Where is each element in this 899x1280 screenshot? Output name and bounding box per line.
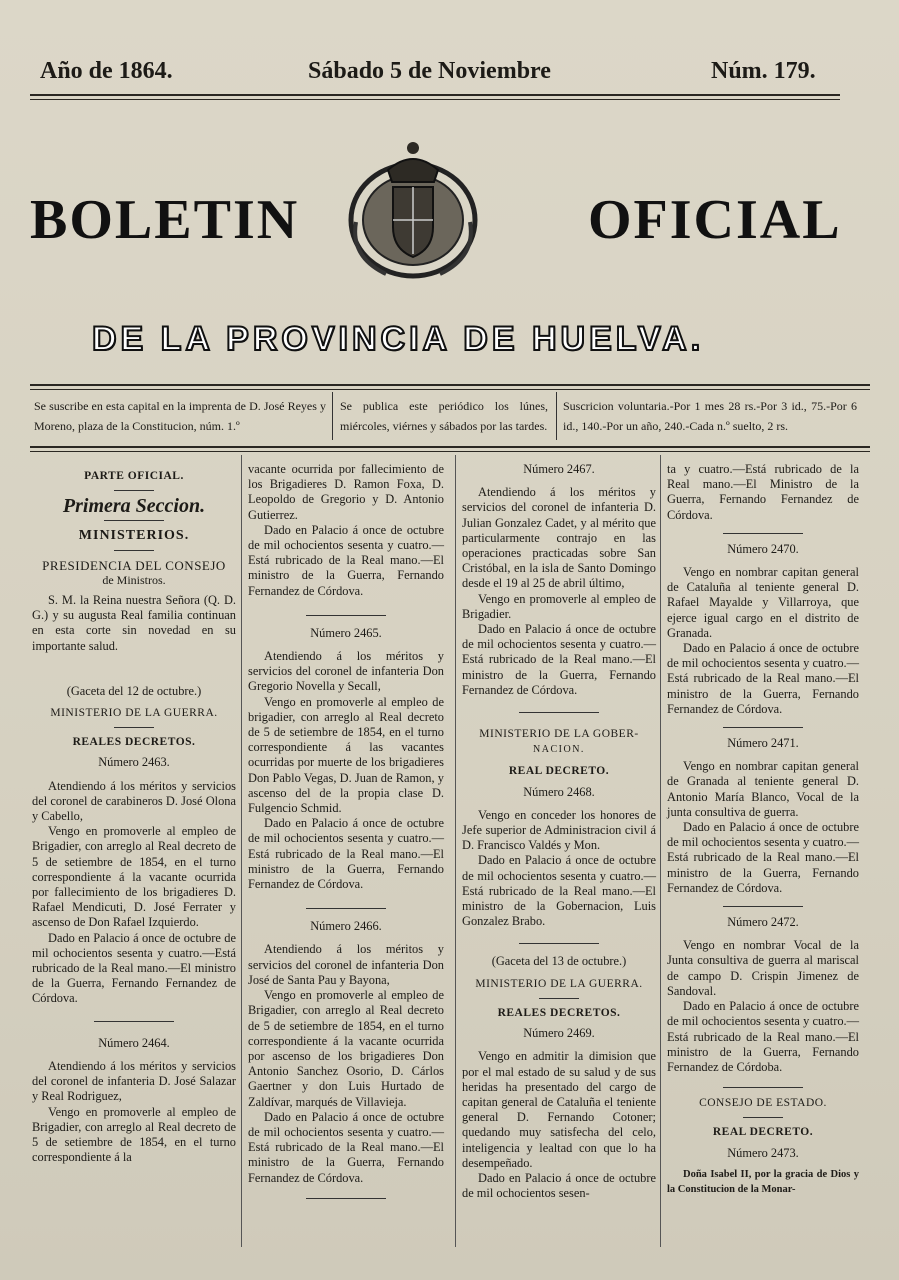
section-title: Primera Seccion.: [62, 495, 206, 518]
decree-number: Número 2469.: [523, 1026, 595, 1041]
decree-number: Número 2472.: [727, 915, 799, 930]
paragraph: Dado en Palacio á once de octubre de mil ochocientos sesenta y cuatro.—Está rubricado de la Real mano.—El ministro de la Guerra, Fernando Fernandez de Córdova.: [248, 816, 444, 892]
paragraph: Dado en Palacio á once de octubre de mil ochocientos sesenta y cuatro.—Está rubricado de la Real mano.—El ministro de la Guerra, Fernando Fernandez de Córdoba.: [667, 999, 859, 1074]
subscription-place: Se suscribe en esta capital en la imprenta de D. José Reyes y Moreno, plaza de la Constitucion, núm. 1.º: [34, 399, 326, 433]
decree-number: Número 2471.: [727, 736, 799, 751]
paragraph: Vengo en promoverle al empleo de Brigadier, con arreglo al Real decreto de 5 de setiembre de 1854, en el turno correspondiente á la vacante ocurrida por ascenso de los brigadieres Don Antonio Sanchez Osorio, D. Cárlos Gaertner y don Luis Hurtado de Zaldívar, marqués de Villavieja.: [248, 988, 444, 1109]
paragraph: S. M. la Reina nuestra Señora (Q. D. G.) y su augusta Real familia continuan en esta corte sin novedad en su importante salud.: [32, 593, 236, 653]
column-divider: [241, 455, 242, 1247]
decrees-heading: REALES DECRETOS.: [497, 1006, 621, 1019]
paragraph: vacante ocurrida por fallecimiento de los Brigadieres D. Ramon Foxa, D. Leopoldo de Gregorio y D. Antonio Gutierrez.: [248, 462, 444, 522]
column-2: [248, 462, 444, 1211]
paragraph: Atendiendo á los méritos y servicios del coronel de infanteria D. José Salazar y Real Rodriguez,: [32, 1058, 236, 1104]
paragraph: Dado en Palacio á once de octubre de mil ochocientos sesenta y cuatro.—Está rubricado de la Real mano.—El ministro de la Guerra, Fernando Fernandez de Córdova.: [667, 641, 859, 716]
ornament-divider: [306, 908, 386, 909]
royal-coat-of-arms-icon: [338, 132, 488, 282]
paragraph: Atendiendo á los méritos y servicios del coronel de carabineros D. José Olona y Cabello,: [32, 778, 236, 824]
paragraph: Dado en Palacio á once de octubre de mil ochocientos sesenta y cuatro.—Está rubricado de la Real mano.—El ministro de la Guerra, Fernando Fernandez de Córdova.: [32, 930, 236, 1006]
paragraph: Vengo en nombrar Vocal de la Junta consultiva de guerra al mariscal de campo D. Crispin Jimenez de Sandoval.: [667, 938, 859, 998]
title-provincia: DE LA PROVINCIA DE HUELVA.: [92, 320, 705, 358]
gazette-note: (Gaceta del 13 de octubre.): [491, 954, 627, 969]
decree-number: Número 2468.: [523, 784, 595, 799]
decree-number: Número 2466.: [310, 919, 382, 934]
decree-number: Número 2465.: [310, 625, 382, 640]
paragraph: Vengo en nombrar capitan general de Cataluña al teniente general D. Rafael Mayalde y Villarroya, que ejerce igual cargo en el distrito de Granada.: [667, 565, 859, 640]
header-rule: [30, 94, 840, 96]
info-divider: [556, 392, 557, 440]
paragraph: Vengo en admitir la dimision que por el mal estado de su salud y de sus heridas ha presentado del cargo de capitan general de Cataluña el teniente general D. Fernando Cotoner; quedando muy satisfecha del celo, inteligencia y lealtad con que lo ha desempeñado.: [462, 1049, 656, 1170]
paragraph: Dado en Palacio á once de octubre de mil ochocientos sesenta y cuatro.—Está rubricado de la Real mano.—El ministro de la Gobernacion, Luis Gonzalez Brabo.: [462, 853, 656, 929]
decrees-heading: REALES DECRETOS.: [72, 736, 196, 749]
ministry-heading: MINISTERIO DE LA GOBER-: [479, 728, 639, 741]
paragraph: Vengo en conceder los honores de Jefe superior de Administracion civil á D. Francisco Valdés y Mon.: [462, 807, 656, 853]
ornament-divider: [114, 550, 154, 551]
decree-number: Número 2467.: [523, 462, 595, 476]
decree-number: Número 2470.: [727, 541, 799, 556]
info-top-rule: [30, 384, 870, 386]
gazette-note: (Gaceta del 12 de octubre.): [66, 683, 202, 698]
ornament-divider: [306, 1198, 386, 1199]
column-divider: [455, 455, 456, 1247]
ornament-divider: [519, 943, 599, 944]
paragraph: Doña Isabel II, por la gracia de Dios y la Constitucion de la Monar-: [667, 1168, 859, 1195]
ornament-divider: [94, 1021, 174, 1022]
info-top-rule-thin: [30, 389, 870, 390]
paragraph: Vengo en promoverle al empleo de Brigadier, con arreglo al Real decreto de 5 de setiembre de 1854, en el turno correspondiente á la vacante ocurrida por fallecimiento de los brigadieres D. Rafael Mendicuti, D. José Ferrater y ascenso de Don Rafael Izquierdo.: [32, 824, 236, 930]
column-4: [667, 462, 859, 1197]
presidency-subheading: de Ministros.: [102, 572, 166, 587]
ornament-divider: [114, 727, 154, 728]
info-bottom-rule: [30, 446, 870, 448]
ornament-divider: [723, 727, 803, 728]
council-heading: CONSEJO DE ESTADO.: [699, 1097, 827, 1110]
title-boletin: BOLETIN: [30, 189, 300, 251]
column-3: [462, 462, 656, 1201]
decree-number: Número 2473.: [727, 1145, 799, 1160]
ornament-divider: [519, 712, 599, 713]
ornament-divider: [723, 1087, 803, 1088]
decree-heading: REAL DECRETO.: [712, 1126, 814, 1139]
info-divider: [332, 392, 333, 440]
paragraph: Vengo en promoverle al empleo de brigadier, con arreglo al Real decreto de 5 de setiembre de 1854, en el turno correspondiente á las vacantes ocurridas por muerte de los brigadieres Don Pablo Vegas, D. Juan de Ramon, y ascenso del de la propia clase D. Fulgencio Schmid.: [248, 694, 444, 816]
issue-number: Núm. 179.: [711, 58, 816, 84]
issue-date: Sábado 5 de Noviembre: [308, 58, 551, 84]
paragraph: Atendiendo á los méritos y servicios del coronel de infanteria D. Julian Gonzalez Cadet, y al mérito que particularmente contrajo en las operaciones practicadas sobre San Cristóbal, en la isla de Santo Domingo desde el 19 al 25 de abril último,: [462, 485, 656, 591]
ornament-divider: [306, 615, 386, 616]
paragraph: Dado en Palacio á once de octubre de mil ochocientos sesenta y cuatro.—Está rubricado de la Real mano.—El ministro de la Guerra, Fernando Fernandez de Córdova.: [462, 622, 656, 697]
ministries-heading: MINISTERIOS.: [78, 528, 190, 544]
ornament-divider: [723, 533, 803, 534]
issue-year: Año de 1864.: [40, 58, 173, 84]
ornament-divider: [104, 520, 164, 521]
decree-heading: REAL DECRETO.: [508, 765, 610, 778]
paragraph: Dado en Palacio á once de octubre de mil ochocientos sesen-: [462, 1170, 656, 1201]
ornament-divider: [114, 490, 154, 491]
ornament-divider: [539, 998, 579, 999]
section-heading: PARTE OFICIAL.: [84, 470, 184, 482]
paragraph: Dado en Palacio á once de octubre de mil ochocientos sesenta y cuatro.—Está rubricado de la Real mano.—El ministro de la Guerra, Fernando Fernandez de Córdova.: [248, 1109, 444, 1185]
decree-number: Número 2463.: [98, 755, 170, 770]
paragraph: Vengo en promoverle al empleo de Brigadier, con arreglo al Real decreto de 5 de setiembre de 1854, en el turno correspondiente á la: [32, 1104, 236, 1165]
paragraph: Vengo en promoverle al empleo de Brigadier.: [462, 591, 656, 621]
header-rule-thin: [30, 99, 840, 100]
ministry-heading: MINISTERIO DE LA GUERRA.: [475, 977, 643, 990]
ministry-heading: MINISTERIO DE LA GUERRA.: [50, 707, 218, 720]
ornament-divider: [723, 906, 803, 907]
column-divider: [660, 455, 661, 1247]
decree-number: Número 2464.: [98, 1035, 170, 1050]
paragraph: Atendiendo á los méritos y servicios del coronel de infanteria Don Gregorio Novella y Secall,: [248, 649, 444, 694]
paragraph: Vengo en nombrar capitan general de Granada al teniente general D. Antonio María Blanco, Vocal de la junta consultiva de guerra.: [667, 759, 859, 819]
paragraph: Atendiendo á los méritos y servicios del coronel de infanteria Don José de Santa Pau y Bayona,: [248, 942, 444, 987]
publication-days: Se publica este periódico los lúnes, miércoles, viérnes y sábados por las tardes.: [340, 399, 548, 433]
ornament-divider: [743, 1117, 783, 1118]
subscription-prices: Suscricion voluntaria.-Por 1 mes 28 rs.-Por 3 id., 75.-Por 6 id., 140.-Por un año, 240.-Cada n.º suelto, 2 rs.: [563, 399, 857, 433]
paragraph: Dado en Palacio á once de octubre de mil ochocientos sesenta y cuatro.—Está rubricado de la Real mano.—El ministro de la Guerra, Fernando Fernandez de Córdova.: [248, 522, 444, 598]
paragraph: Dado en Palacio á once de octubre de mil ochocientos sesenta y cuatro.—Está rubricado de la Real mano.—El ministro de la Guerra, Fernando Fernandez de Córdova.: [667, 820, 859, 895]
info-bottom-rule-thin: [30, 451, 870, 452]
title-oficial: OFICIAL: [588, 189, 842, 251]
column-1: [32, 462, 236, 1165]
paragraph: ta y cuatro.—Está rubricado de la Real mano.—El Ministro de la Guerra, Fernando Fernandez de Córdova.: [667, 462, 859, 522]
presidency-heading: PRESIDENCIA DEL CONSEJO: [42, 557, 226, 573]
ministry-heading-cont: NACION.: [533, 744, 585, 756]
